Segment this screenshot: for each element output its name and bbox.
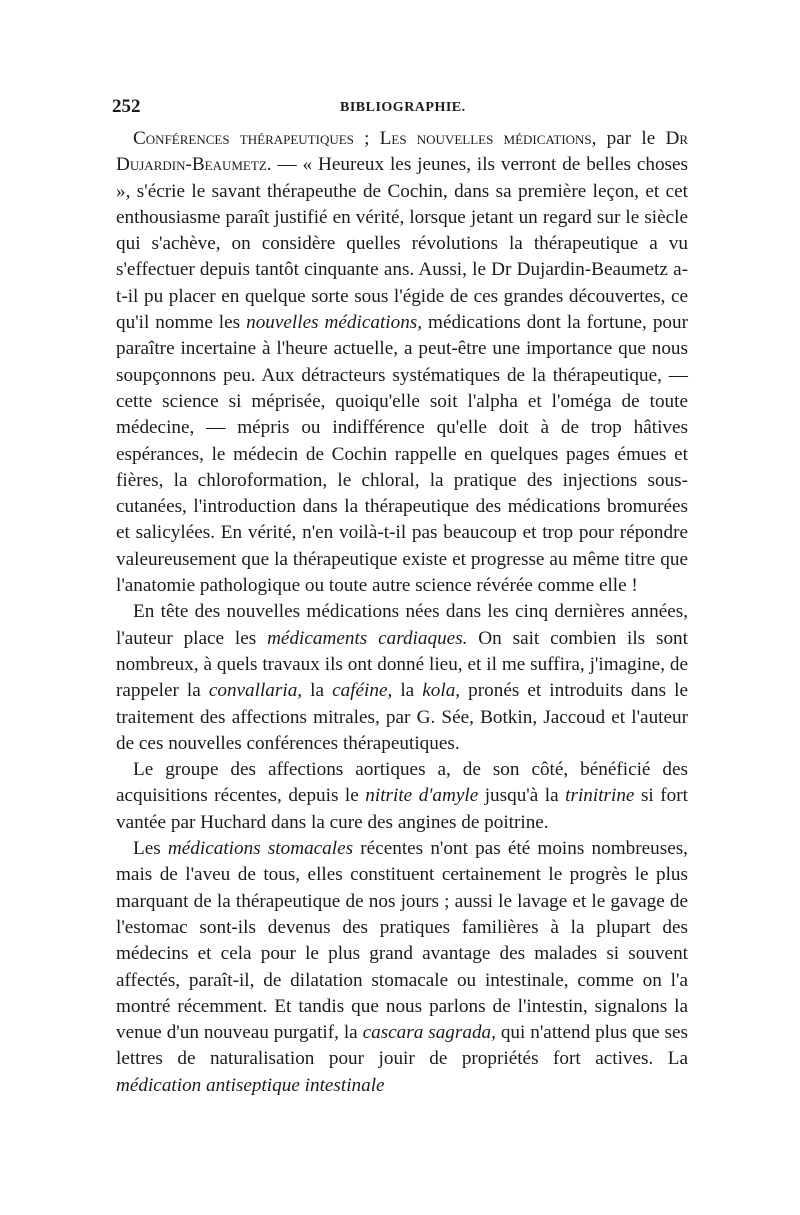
page-header (112, 96, 688, 126)
small-caps-text: Conférences thérapeutiques ; Les nouvelles médications, (133, 128, 597, 149)
body-text (116, 126, 688, 1099)
text-run: On sait combien ils sont nombreux, à quels travaux ils ont donné lieu, et il me suffira, j'imagine, de rappeler la (116, 627, 688, 702)
text-run: — « Heureux les jeunes, ils verront de belles choses », s'écrie le savant thérapeuthe de Cochin, dans sa première leçon, et cet enthousiasme paraît justifié en vérité, lorsque jetant un regard sur le siècle qui s'achève, on considère quelles révolutions la thérapeutique a vu s'effectuer depuis tantôt cinquante ans. Aussi, le Dr Dujardin-Beaumetz a-t-il pu placer en quelque sorte sous l'égide de ces grandes découvertes, ce qu'il nomme les (116, 154, 688, 334)
paragraph (116, 126, 688, 599)
book-page (112, 96, 689, 1099)
italic-term: nouvelles médications, (246, 312, 423, 334)
text-run: En tête des nouvelles médications nées dans les cinq dernières années, l'auteur place les (116, 601, 688, 649)
small-caps-text: Dr Dujardin-Beaumetz. (116, 128, 688, 176)
text-run: si fort vantée par Huchard dans la cure des angines de poitrine. (116, 785, 688, 833)
page-number: 252 (112, 96, 141, 117)
italic-term: nitrite d'amyle (365, 785, 479, 807)
italic-term: médications stomacales (167, 838, 354, 860)
text-run: par le (596, 128, 666, 149)
italic-term: kola, (422, 680, 461, 702)
italic-term: médication antiseptique intestinale (116, 1074, 385, 1096)
text-run: médications dont la fortune, pour paraître incertaine à l'heure actuelle, a peut-être une importance que nous soupçonnons peu. Aux détracteurs systématiques de la thérapeutique, — cette science si méprisée, quoiqu'elle soit l'alpha et l'oméga de toute médecine, — mépris ou indifférence qu'elle doit à de trop hâtives espérances, le médecin de Cochin rappelle en quelques pages émues et fières, la chloroformation, le chloral, la pratique des injections sous-cutanées, l'introduction dans la thérapeutique des médications bromurées et salicylées. En vérité, n'en voilà-t-il pas beaucoup et trop pour répondre valeureusement que la thérapeutique existe et progresse au même titre que l'anatomie pathologique ou toute autre science révérée comme elle ! (116, 312, 688, 597)
running-title: BIBLIOGRAPHIE. (340, 100, 466, 115)
italic-term: cascara sagrada, (362, 1022, 496, 1044)
paragraph (116, 599, 688, 757)
italic-term: trinitrine (565, 785, 635, 807)
text-run: pronés et introduits dans le traitement des affections mitrales, par G. Sée, Botkin, Jaccoud et l'auteur de ces nouvelles conférences thérapeutiques. (116, 680, 688, 754)
paragraph (116, 836, 688, 1099)
text-run: la (392, 680, 423, 702)
italic-term: caféine, (332, 680, 393, 702)
italic-term: médicaments cardiaques. (267, 627, 468, 649)
text-run: qui n'attend plus que ses lettres de naturalisation pour jouir de propriétés fort actives. La (116, 1022, 689, 1070)
text-run: Le groupe des affections aortiques a, de son côté, bénéficié des acquisitions récentes, depuis le (116, 759, 688, 807)
text-run: Les (133, 838, 168, 860)
text-run: la (302, 680, 333, 702)
italic-term: convallaria, (208, 680, 303, 702)
text-run: jusqu'à la (478, 785, 566, 807)
text-run: récentes n'ont pas été moins nombreuses, mais de l'aveu de tous, elles constituent certainement le progrès le plus marquant de la thérapeutique de nos jours ; aussi le lavage et le gavage de l'estomac sont-ils devenus des pratiques familières à la plupart des médecins et cela pour le plus grand avantage des malades si souvent affectés, paraît-il, de dilatation stomacale ou intestinale, comme on l'a montré récemment. Et tandis que nous parlons de l'intestin, signalons la venue d'un nouveau purgatif, la (116, 838, 688, 1044)
paragraph (116, 757, 688, 836)
